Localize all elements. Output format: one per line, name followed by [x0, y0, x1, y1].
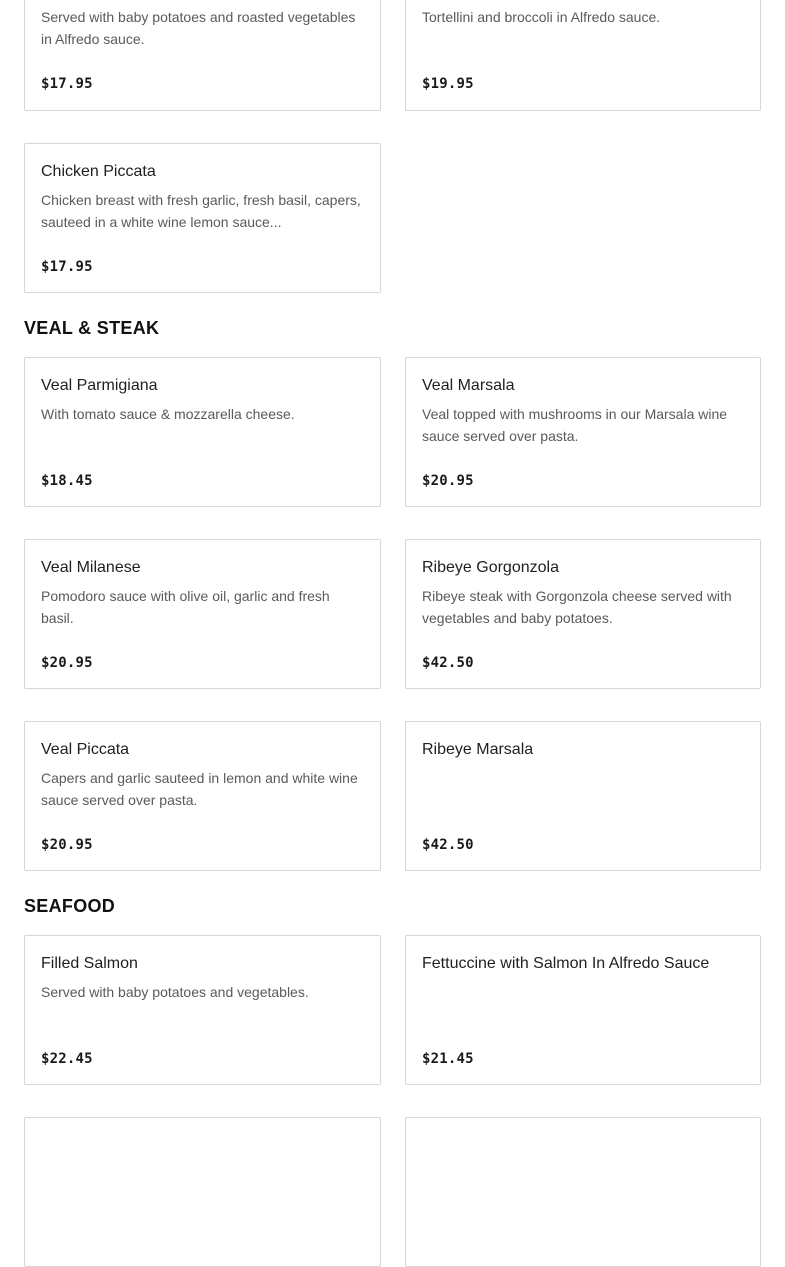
menu-item-name: Fettuccine with Salmon In Alfredo Sauce [422, 955, 710, 972]
menu-item-card-fettuccine-salmon[interactable] [405, 935, 761, 1085]
menu-item-card[interactable] [405, 0, 761, 111]
menu-item-description: Served with baby potatoes and roasted vegetables in Alfredo sauce. [41, 9, 356, 47]
menu-item-price: $19.95 [422, 76, 474, 92]
menu-item-price: $20.95 [422, 473, 474, 489]
menu-item-price: $20.95 [41, 837, 93, 853]
menu-item-price: $17.95 [41, 76, 93, 92]
menu-item-card-veal-milanese[interactable] [24, 539, 381, 689]
menu-item-name: Filled Salmon [41, 955, 138, 972]
menu-item-card-veal-parmigiana[interactable] [24, 357, 381, 507]
menu-item-name: Veal Marsala [422, 377, 515, 394]
menu-item-price: $42.50 [422, 837, 474, 853]
menu-item-card[interactable] [24, 0, 381, 111]
menu-item-price: $42.50 [422, 655, 474, 671]
menu-item-card[interactable] [24, 1117, 381, 1267]
menu-item-card-veal-piccata[interactable] [24, 721, 381, 871]
menu-item-name: Veal Milanese [41, 559, 141, 576]
menu-item-price: $17.95 [41, 259, 93, 275]
menu-item-card-ribeye-marsala[interactable] [405, 721, 761, 871]
menu-item-description: Pomodoro sauce with olive oil, garlic and fresh basil. [41, 588, 330, 626]
menu-item-name: Ribeye Marsala [422, 741, 534, 758]
menu-item-price: $21.45 [422, 1051, 474, 1067]
menu-item-name: Ribeye Gorgonzola [422, 559, 559, 576]
menu-item-price: $20.95 [41, 655, 93, 671]
menu-item-description: Served with baby potatoes and vegetables. [41, 984, 309, 1000]
menu-item-name: Veal Piccata [41, 741, 130, 758]
menu-item-price: $22.45 [41, 1051, 93, 1067]
menu-item-name: Chicken Piccata [41, 163, 156, 180]
menu-item-description: Tortellini and broccoli in Alfredo sauce. [422, 9, 661, 25]
menu-item-description: Capers and garlic sauteed in lemon and white wine sauce served over pasta. [41, 770, 358, 808]
menu-item-card-ribeye-gorgonzola[interactable] [405, 539, 761, 689]
menu-item-card-chicken-piccata[interactable] [24, 143, 381, 293]
section-title-seafood: SEAFOOD [24, 896, 116, 916]
section-title-veal-steak: VEAL & STEAK [24, 318, 160, 338]
menu-item-description: Chicken breast with fresh garlic, fresh basil, capers, sauteed in a white wine lemon sauce... [41, 192, 361, 230]
menu-item-description: Ribeye steak with Gorgonzola cheese served with vegetables and baby potatoes. [422, 588, 732, 626]
menu-item-card-filled-salmon[interactable] [24, 935, 381, 1085]
menu-item-card[interactable] [405, 1117, 761, 1267]
menu-item-price: $18.45 [41, 473, 93, 489]
menu-item-description: With tomato sauce & mozzarella cheese. [41, 406, 295, 422]
menu-item-name: Veal Parmigiana [41, 377, 158, 394]
menu-item-card-veal-marsala[interactable] [405, 357, 761, 507]
menu-item-description: Veal topped with mushrooms in our Marsala wine sauce served over pasta. [422, 406, 728, 444]
